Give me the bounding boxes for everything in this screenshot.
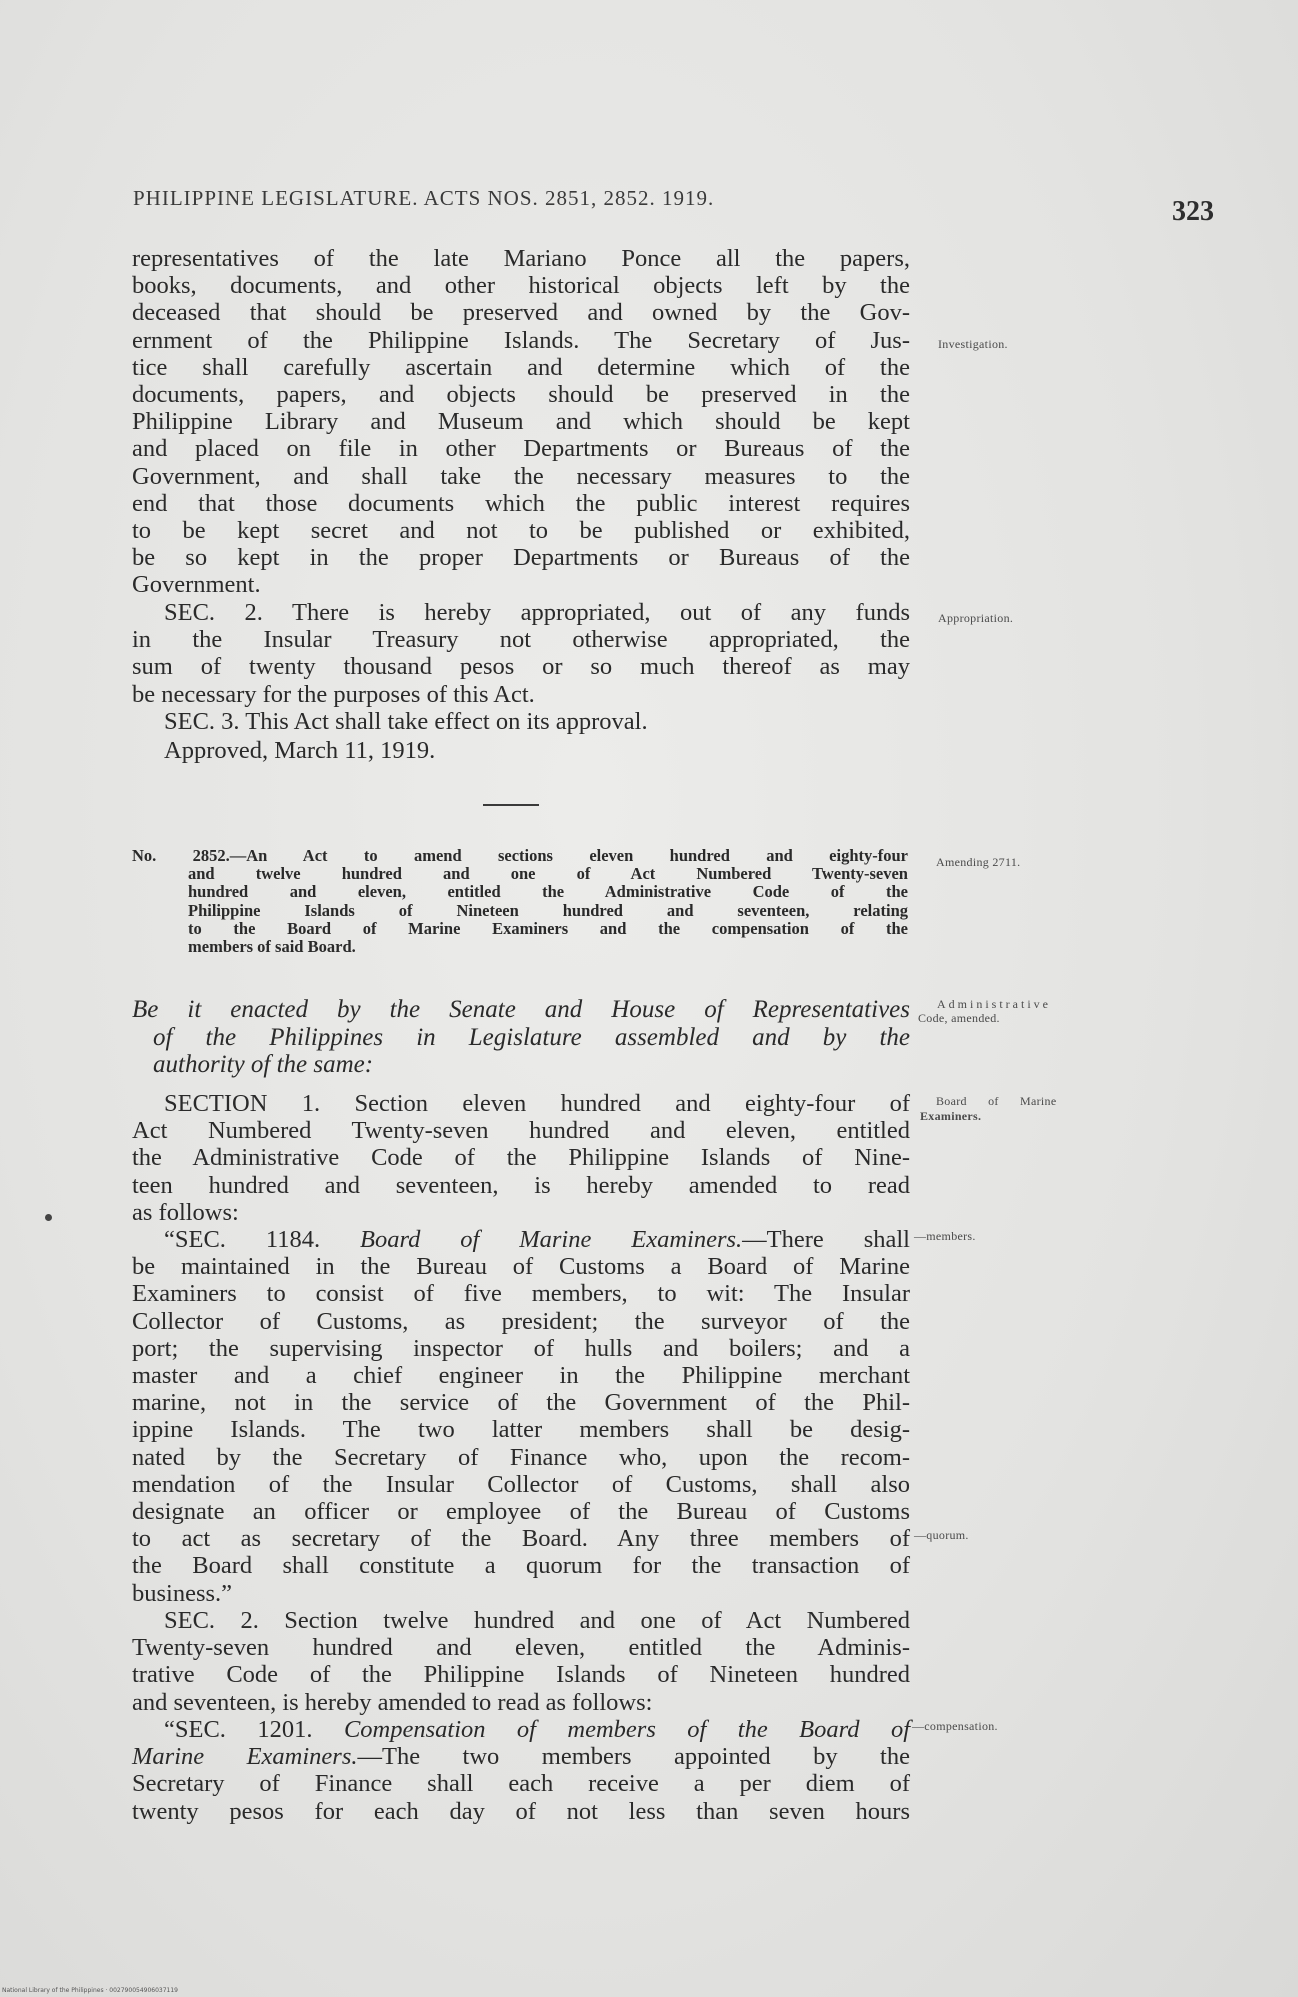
text-line: as follows:	[132, 1198, 239, 1226]
text-line: nated by the Secretary of Finance who, upon the recom-	[132, 1443, 910, 1471]
text-line: the Administrative Code of the Philippine Islands of Nine-	[132, 1144, 910, 1172]
enacting-line: authority of the same:	[153, 1051, 374, 1078]
text-line: mendation of the Insular Collector of Customs, shall also	[132, 1470, 910, 1498]
text-line: marine, not in the service of the Government of the Phil-	[132, 1389, 910, 1417]
enacting-clause	[132, 996, 910, 1079]
sec2-paragraph	[132, 599, 910, 764]
act-title-line: Philippine Islands of Nineteen hundred and seventeen, relating	[188, 900, 908, 920]
margin-note-board-1: Board of Marine	[936, 1094, 1057, 1108]
text-line: port; the supervising inspector of hulls and boilers; and a	[132, 1334, 910, 1362]
text-line: be so kept in the proper Departments or Bureaus of the	[132, 544, 910, 572]
text-line: sum of twenty thousand pesos or so much thereof as may	[132, 653, 910, 681]
enacting-line: of the Philippines in Legislature assembled and by the	[153, 1023, 910, 1051]
text-line: SECTION 1. Section eleven hundred and eighty-four of	[164, 1090, 910, 1117]
text-line: Act Numbered Twenty-seven hundred and eleven, entitled	[132, 1117, 910, 1145]
act-title-line: No. 2852.—An Act to amend sections eleven hundred and eighty-four	[132, 846, 908, 865]
section2-paragraph	[132, 1607, 910, 1716]
page-number: 323	[1172, 196, 1214, 227]
sec1184-rest: —There shall	[742, 1226, 910, 1253]
text-line: Philippine Library and Museum and which should be kept	[132, 408, 910, 436]
text-line: master and a chief engineer in the Philippine merchant	[132, 1362, 910, 1390]
text-line: and placed on file in other Departments or Bureaus of the	[132, 435, 910, 463]
act-title-line: and twelve hundred and one of Act Numbered Twenty-seven	[188, 864, 908, 884]
text-line: be maintained in the Bureau of Customs a Board of Marine	[132, 1253, 910, 1281]
text-line: ernment of the Philippine Islands. The Secretary of Jus-	[132, 326, 910, 354]
margin-note-board-2: Examiners.	[920, 1109, 982, 1123]
text-line: documents, papers, and objects should be preserved in the	[132, 381, 910, 409]
act-title-line: members of said Board.	[188, 937, 356, 957]
text-line: Government.	[132, 571, 261, 599]
continuation-paragraph	[132, 245, 910, 599]
text-line: deceased that should be preserved and owned by the Gov-	[132, 299, 910, 327]
text-line: ippine Islands. The two latter members shall be desig-	[132, 1416, 910, 1444]
text-line: Collector of Customs, as president; the surveyor of the	[132, 1307, 910, 1335]
enacting-line: Be it enacted by the Senate and House of Representatives	[132, 996, 910, 1023]
text-line: and seventeen, is hereby amended to read as follows:	[132, 1688, 653, 1716]
sec1184-paragraph	[132, 1226, 910, 1607]
margin-note-appropriation: Appropriation.	[938, 611, 1014, 625]
text-line: the Board shall constitute a quorum for the transaction of	[132, 1552, 910, 1580]
text-line: designate an officer or employee of the Bureau of Customs	[132, 1498, 910, 1526]
text-line: be necessary for the purposes of this Act.	[132, 680, 535, 708]
text-line: to act as secretary of the Board. Any three members of	[132, 1525, 910, 1553]
sec1201-heading-2: Marine Examiners.	[132, 1743, 358, 1771]
sec1201-rest: —The two members appointed by the	[357, 1743, 910, 1771]
text-line: Twenty-seven hundred and eleven, entitled the Adminis-	[132, 1634, 910, 1662]
act-title-line: to the Board of Marine Examiners and the compensation of the	[188, 918, 908, 938]
text-line: business.”	[132, 1579, 233, 1607]
act-title	[132, 847, 908, 956]
sec1201-paragraph	[132, 1716, 910, 1825]
sec3-line: SEC. 3. This Act shall take effect on its approval.	[164, 707, 648, 735]
text-line: twenty pesos for each day of not less than seven hours	[132, 1797, 910, 1825]
text-line: SEC. 2. Section twelve hundred and one of Act Numbered	[164, 1607, 910, 1634]
sec1184-heading: Board of Marine Examiners.	[359, 1226, 743, 1253]
margin-note-admin-code-1: Administrative	[937, 997, 1051, 1011]
text-line: SEC. 2. There is hereby appropriated, out of any funds	[164, 599, 910, 626]
text-line: end that those documents which the public interest requires	[132, 489, 910, 517]
margin-note-members: —members.	[914, 1229, 976, 1243]
text-line: tice shall carefully ascertain and determine which of the	[132, 353, 910, 381]
section1-paragraph	[132, 1090, 910, 1226]
scan-speck	[45, 1214, 52, 1221]
text-line: teen hundred and seventeen, is hereby amended to read	[132, 1171, 910, 1199]
text-line: in the Insular Treasury not otherwise appropriated, the	[132, 626, 910, 654]
text-line: to be kept secret and not to be published or exhibited,	[132, 517, 910, 545]
text-line	[132, 1743, 910, 1770]
margin-note-admin-code-2: Code, amended.	[918, 1011, 1000, 1025]
sec1201-heading-1: Compensation of members of the Board of	[343, 1716, 911, 1743]
text-line: books, documents, and other historical objects left by the	[132, 272, 910, 300]
margin-note-investigation: Investigation.	[938, 337, 1008, 351]
text-line: representatives of the late Mariano Ponce all the papers,	[132, 245, 910, 272]
margin-note-amending: Amending 2711.	[936, 855, 1021, 869]
text-line	[132, 1716, 910, 1743]
text-line	[132, 1226, 910, 1253]
margin-note-compensation: —compensation.	[912, 1719, 998, 1733]
text-line: Examiners to consist of five members, to wit: The Insular	[132, 1280, 910, 1308]
text-line: trative Code of the Philippine Islands of Nineteen hundred	[132, 1661, 910, 1689]
footer-stamp: National Library of the Philippines · 002790054906037119	[2, 1987, 179, 1994]
sec1201-lead: “SEC. 1201.	[164, 1716, 344, 1743]
margin-note-quorum: —quorum.	[914, 1528, 969, 1542]
section-divider	[483, 804, 539, 806]
text-line: Secretary of Finance shall each receive a per diem of	[132, 1770, 910, 1798]
running-head: PHILIPPINE LEGISLATURE. ACTS NOS. 2851, 2852. 1919.	[133, 186, 715, 210]
approved-line: Approved, March 11, 1919.	[164, 737, 436, 765]
sec1184-lead: “SEC. 1184.	[164, 1226, 360, 1253]
text-line: Government, and shall take the necessary measures to the	[132, 462, 910, 490]
act-title-line: hundred and eleven, entitled the Administrative Code of the	[188, 882, 908, 902]
